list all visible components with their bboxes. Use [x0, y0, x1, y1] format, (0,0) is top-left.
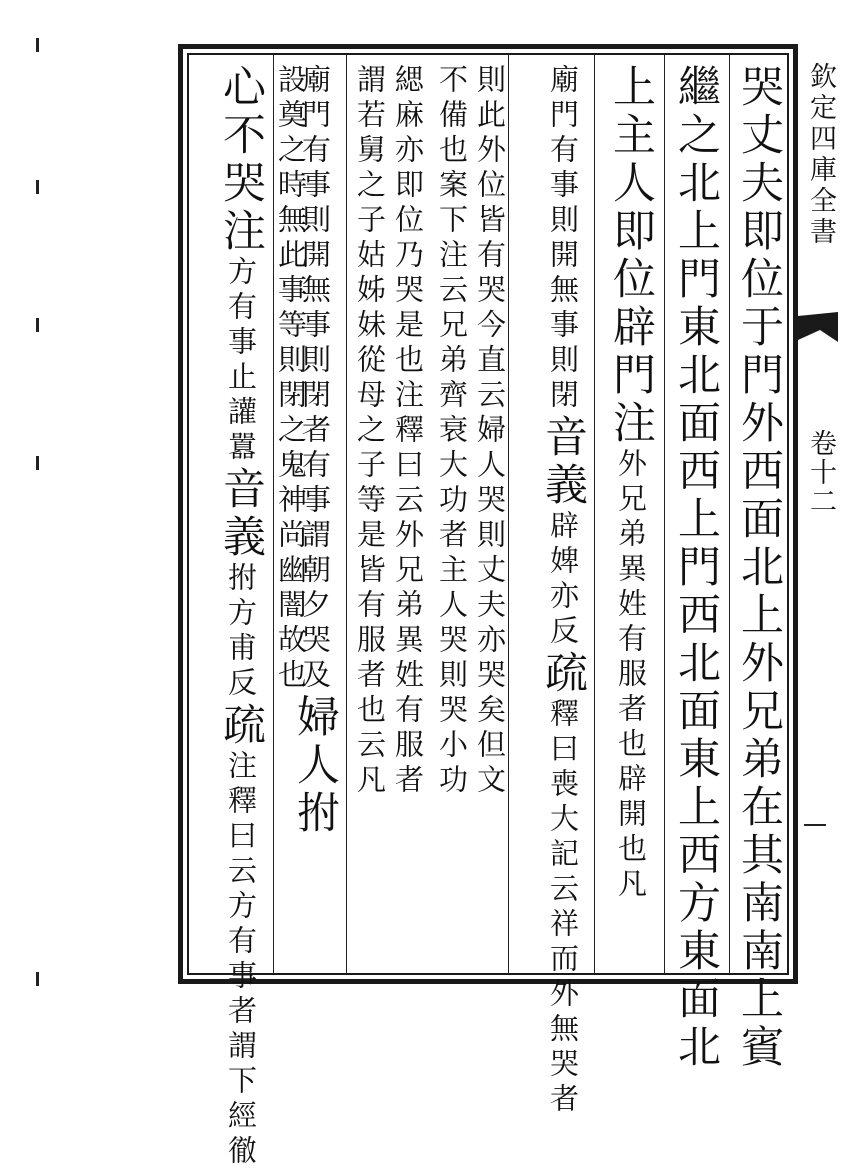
commentary-text: 方有事止讙囂 — [224, 256, 258, 466]
yinyi-label: 音義 — [216, 466, 266, 562]
column-rule — [508, 55, 509, 973]
commentary-text: 廟門有事則開無事則閉 — [546, 64, 580, 414]
text-column-2: 繼之北上門東北面西上門西北面東上西方東面北 — [671, 64, 721, 1072]
margin-tick — [804, 824, 826, 826]
text-column-7: 緦麻亦即位乃哭是也注釋曰云外兄弟異姓有服者 — [391, 64, 425, 799]
shu-label: 疏 — [216, 702, 266, 750]
scan-mark — [36, 180, 39, 194]
yinyi-label: 音義 — [538, 414, 588, 510]
scan-mark — [36, 972, 39, 986]
main-text: 婦人拊 — [290, 694, 340, 838]
column-rule — [346, 55, 347, 973]
commentary-text: 辟婢亦反 — [546, 510, 580, 650]
shu-label: 疏 — [538, 650, 588, 698]
main-text: 心不哭注 — [216, 64, 266, 256]
page-margin — [798, 44, 848, 988]
commentary-text: 外兄弟異姓有服者也辟開也凡 — [614, 448, 648, 903]
text-column-6: 不備也案下注云兄弟齊衰大功者主人哭則哭小功 — [435, 64, 469, 799]
text-column-8: 謂若舅之子姑姊妹從母之子等是皆有服者也云凡 — [353, 64, 387, 799]
scan-mark — [36, 318, 39, 332]
column-rule — [594, 55, 595, 973]
text-column-10: 設奠之時無此事等則閉之鬼神尚幽闇故也 — [274, 64, 308, 694]
book-page — [178, 44, 848, 1170]
scan-mark — [36, 38, 39, 52]
commentary-text: 拊方甫反 — [224, 562, 258, 702]
commentary-text: 廟門有事則開無事則閉者有事謂朝夕哭及 — [298, 64, 332, 694]
text-column-3 — [598, 64, 660, 964]
text-column-4 — [512, 64, 592, 1118]
commentary-text: 釋曰喪大記云祥而外無哭者 — [546, 698, 580, 1118]
main-text: 上主人即位辟門注 — [606, 64, 656, 448]
volume-label: 卷十二 — [805, 429, 836, 516]
text-column-5: 則此外位皆有哭今直云婦人哭則丈夫亦哭矣但文 — [473, 64, 507, 799]
book-title: 欽定四庫全書 — [805, 62, 836, 248]
fishtail-ornament-icon — [798, 312, 842, 346]
commentary-text: 注釋曰云方有事者謂下經徹 — [224, 750, 258, 1170]
column-rule — [664, 55, 665, 973]
scan-mark — [36, 456, 39, 470]
text-column-1: 哭丈夫即位于門外西面北上外兄弟在其南南上賓 — [734, 64, 784, 1072]
text-column-11 — [194, 64, 270, 1170]
